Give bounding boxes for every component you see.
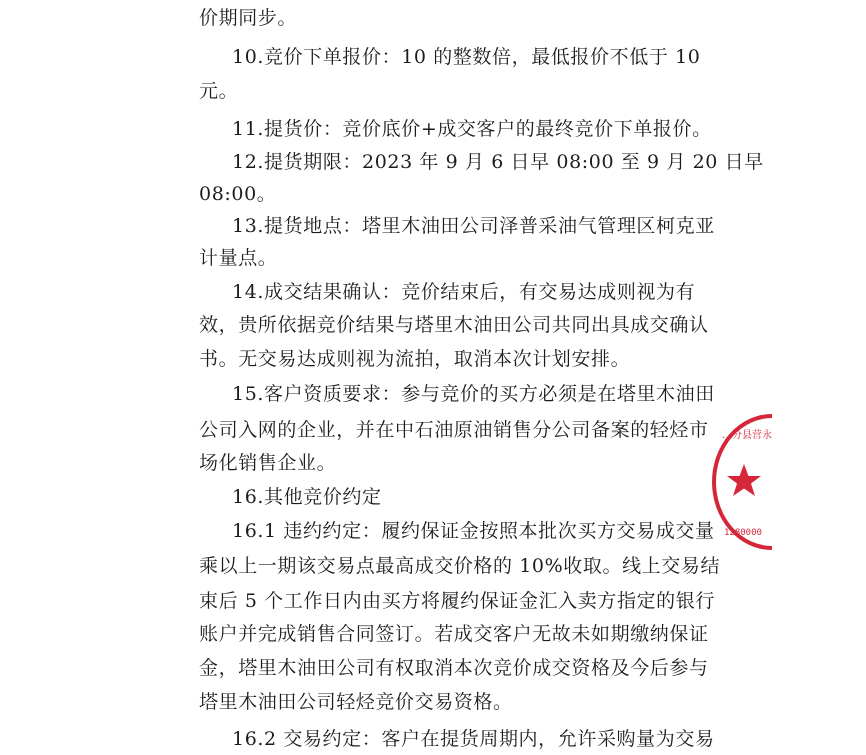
text-line: 10.竞价下单报价：10 的整数倍，最低报价不低于 10 bbox=[232, 46, 701, 68]
text-line: 公司入网的企业，并在中石油原油销售分公司备案的轻烃市 bbox=[199, 419, 709, 441]
text-line: 乘以上一期该交易点最高成交价格的 10%收取。线上交易结 bbox=[199, 555, 721, 577]
text-line: 16.1 违约约定：履约保证金按照本批次买方交易成交量 bbox=[232, 520, 715, 542]
text-line: 元。 bbox=[199, 80, 239, 102]
text-line: 束后 5 个工作日内由买方将履约保证金汇入卖方指定的银行 bbox=[199, 590, 715, 612]
text-line: 效，贵所依据竞价结果与塔里木油田公司共同出具成交确认 bbox=[199, 314, 709, 336]
text-line: 14.成交结果确认：竞价结束后，有交易达成则视为有 bbox=[232, 281, 696, 303]
seal-text: …分县营永 bbox=[722, 430, 772, 441]
text-line: 价期同步。 bbox=[199, 7, 298, 29]
text-line: 11.提货价：竞价底价+成交客户的最终竞价下单报价。 bbox=[232, 118, 712, 140]
text-line: 书。无交易达成则视为流拍，取消本次计划安排。 bbox=[199, 348, 631, 370]
text-line: 16.2 交易约定：客户在提货周期内，允许采购量为交易 bbox=[232, 728, 715, 750]
text-line: 计量点。 bbox=[199, 247, 278, 269]
text-line: 15.客户资质要求：参与竞价的买方必须是在塔里木油田 bbox=[232, 383, 715, 405]
text-line: 金，塔里木油田公司有权取消本次竞价成交资格及今后参与 bbox=[199, 657, 709, 679]
text-line: 场化销售企业。 bbox=[199, 452, 337, 474]
section-heading: 16.其他竞价约定 bbox=[232, 486, 382, 508]
official-seal bbox=[712, 412, 772, 552]
seal-number: 1280000 bbox=[724, 528, 762, 538]
text-line: 账户并完成销售合同签订。若成交客户无故未如期缴纳保证 bbox=[199, 623, 709, 645]
text-line: 08:00。 bbox=[199, 183, 277, 205]
text-line: 塔里木油田公司轻烃竞价交易资格。 bbox=[199, 691, 513, 713]
text-line: 12.提货期限：2023 年 9 月 6 日早 08:00 至 9 月 20 日早 bbox=[232, 151, 764, 173]
star-icon bbox=[727, 464, 761, 496]
text-line: 13.提货地点：塔里木油田公司泽普采油气管理区柯克亚 bbox=[232, 215, 715, 237]
